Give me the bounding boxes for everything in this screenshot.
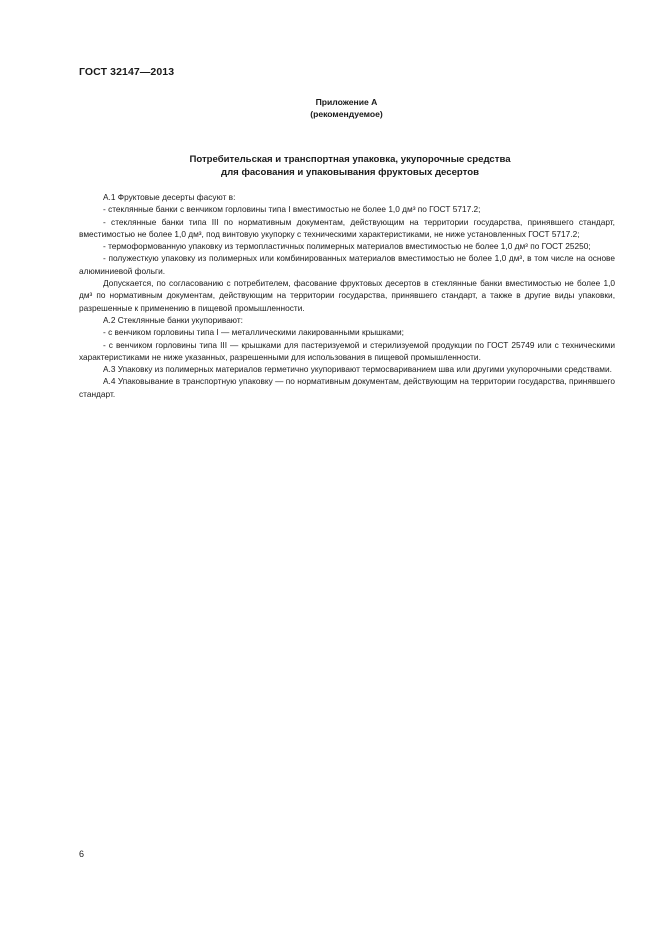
appendix-status: (рекомендуемое) [310,109,383,119]
title-line-1: Потребительская и транспортная упаковка, укупорочные средства [189,154,511,165]
list-item: - с венчиком горловины типа III — крышками для пастеризуемой и стерилизуемой продукции по ГОСТ 25749 или с техническими характеристиками не ниже указанных, разрешенными для использования в пищевой промышленности. [79,339,615,362]
paragraph-a1: А.1 Фруктовые десерты фасуют в: [103,192,236,202]
appendix-heading [0,96,661,120]
list-item: - стеклянные банки типа III по нормативным документам, действующим на территории государства, принявшего стандарт, вместимостью не более 1,0 дм³, под винтовую укупорку с техническими характеристиками, не ниже установленных ГОСТ 5717.2; [79,216,615,239]
page-number: 6 [79,849,85,859]
appendix-label: Приложение А [315,97,378,107]
list-item: - полужесткую упаковку из полимерных или комбинированных материалов вместимостью не более 1,0 дм³, в том числе на основе алюминиевой фольги. [79,253,615,276]
list-item: - с венчиком горловины типа I — металлическими лакированными крышками; [103,327,404,338]
title-line-2: для фасования и упаковывания фруктовых десертов [221,167,479,178]
paragraph-a4: А.4 Упаковывание в транспортную упаковку — по нормативным документам, действующим на территории государства, принявшего стандарт. [79,376,615,399]
list-item: - термоформованную упаковку из термопластичных полимерных материалов вместимостью не более 1,0 дм³ по ГОСТ 25250; [103,241,591,252]
appendix-title [150,153,550,179]
body-text [79,191,615,400]
paragraph-a2: А.2 Стеклянные банки укупоривают: [103,314,243,325]
list-item: - стеклянные банки с венчиком горловины типа I вместимостью не более 1,0 дм³ по ГОСТ 5717.2; [103,204,481,215]
paragraph-a3: А.3 Упаковку из полимерных материалов герметично укупоривают термосвариванием шва или другими укупорочными средствами. [103,364,612,375]
standard-code-header: ГОСТ 32147—2013 [79,66,175,78]
paragraph-permission: Допускается, по согласованию с потребителем, фасование фруктовых десертов в стеклянные банки вместимостью не более 1,0 дм³ по нормативным документам, действующим на территории государства, принявшего стандарт, а также в другие виды упаковки, разрешенные к применению в пищевой промышленности. [79,278,615,313]
